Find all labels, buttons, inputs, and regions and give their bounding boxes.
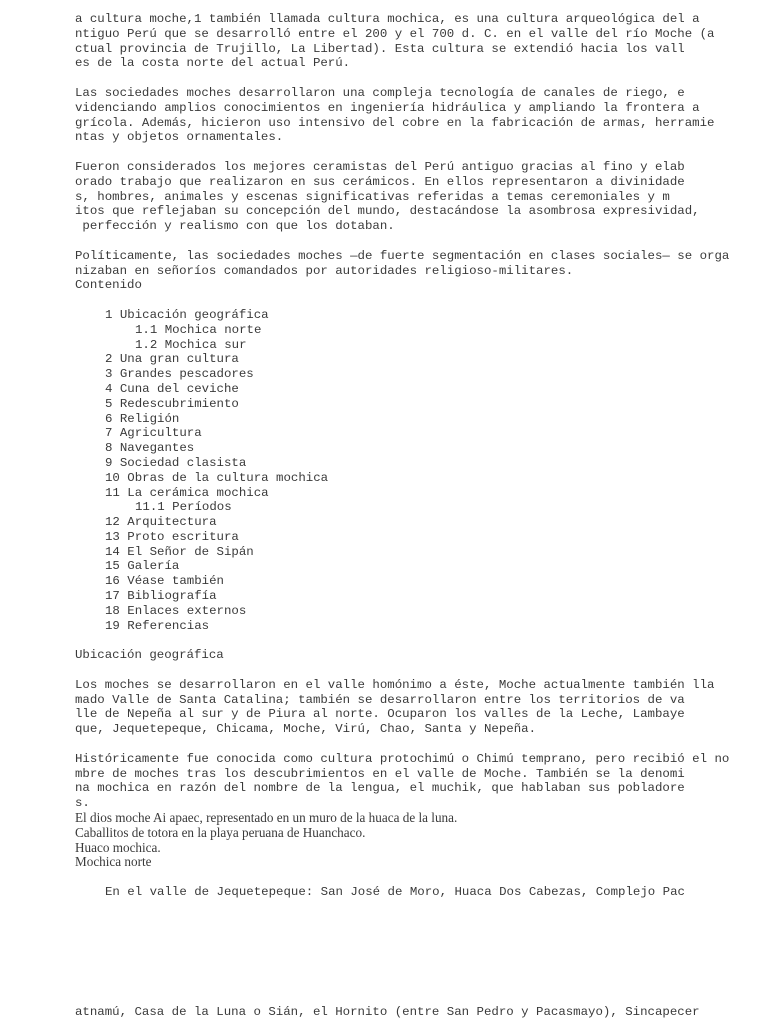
toc-item[interactable]: 7 Agricultura xyxy=(105,426,202,441)
text-line: s. xyxy=(75,796,90,811)
text-line: itos que reflejaban su concepción del mundo, destacándose la asombrosa expresividad, xyxy=(75,204,700,219)
table-of-contents xyxy=(75,308,755,634)
paragraph-irrigation xyxy=(75,86,755,145)
text-line: mbre de moches tras los descubrimientos en el valle de Moche. También se la denomi xyxy=(75,766,685,781)
text-line: nizaban en señoríos comandados por autoridades religioso-militares. xyxy=(75,263,574,278)
image-captions xyxy=(75,811,755,870)
text-line: s, hombres, animales y escenas significativas referidas a temas ceremoniales y m xyxy=(75,189,670,204)
caption: El dios moche Ai apaec, representado en un muro de la huaca de la luna. xyxy=(75,810,458,826)
toc-subitem[interactable]: 1.1 Mochica norte xyxy=(135,322,262,337)
toc-item[interactable]: 10 Obras de la cultura mochica xyxy=(105,470,329,485)
toc-item[interactable]: 15 Galería xyxy=(105,559,180,574)
toc-item[interactable]: 2 Una gran cultura xyxy=(105,352,239,367)
toc-subitem[interactable]: 1.2 Mochica sur xyxy=(135,337,247,352)
toc-item[interactable]: 8 Navegantes xyxy=(105,441,195,456)
text-line: es de la costa norte del actual Perú. xyxy=(75,56,351,71)
section-heading: Ubicación geográfica xyxy=(75,648,224,663)
toc-subitem[interactable]: 11.1 Períodos xyxy=(135,500,232,515)
toc-item[interactable]: 4 Cuna del ceviche xyxy=(105,381,239,396)
text-line: lle de Nepeña al sur y de Piura al norte. Ocuparon los valles de la Leche, Lambaye xyxy=(75,707,685,722)
toc-item[interactable]: 12 Arquitectura xyxy=(105,515,217,530)
toc-item[interactable]: 13 Proto escritura xyxy=(105,529,239,544)
text-line: orado trabajo que realizaron en sus cerámicos. En ellos representaron a divinidade xyxy=(75,174,685,189)
toc-item[interactable]: 1 Ubicación geográfica xyxy=(105,307,269,322)
text-line: Históricamente fue conocida como cultura protochimú o Chimú temprano, pero recibió el no xyxy=(75,751,730,766)
toc-item[interactable]: 19 Referencias xyxy=(105,618,210,633)
paragraph-history xyxy=(75,752,755,811)
text-line: grícola. Además, hicieron uso intensivo del cobre en la fabricación de armas, herramie xyxy=(75,115,715,130)
text-line: mado Valle de Santa Catalina; también se desarrollaron entre los territorios de va xyxy=(75,692,685,707)
toc-item[interactable]: 11 La cerámica mochica xyxy=(105,485,269,500)
paragraph-location xyxy=(75,678,755,737)
text-line: Políticamente, las sociedades moches —de fuerte segmentación en clases sociales— se orga xyxy=(75,248,730,263)
paragraph-ceramics xyxy=(75,160,755,234)
text-line: Fueron considerados los mejores ceramistas del Perú antiguo gracias al fino y elab xyxy=(75,159,685,174)
text-line: na mochica en razón del nombre de la lengua, el muchik, que hablaban sus pobladore xyxy=(75,781,685,796)
bottom-text-line: atnamú, Casa de la Luna o Sián, el Hornito (entre San Pedro y Pacasmayo), Sincapecer xyxy=(75,1005,700,1019)
text-line: perfección y realismo con que los dotaban. xyxy=(75,219,395,234)
text-line: ntas y objetos ornamentales. xyxy=(75,130,284,145)
text-line: Las sociedades moches desarrollaron una compleja tecnología de canales de riego, e xyxy=(75,85,685,100)
toc-item[interactable]: 17 Bibliografía xyxy=(105,589,217,604)
indented-text-line: En el valle de Jequetepeque: San José de Moro, Huaca Dos Cabezas, Complejo Pac xyxy=(105,885,685,900)
caption: Huaco mochica. xyxy=(75,839,161,855)
intro-paragraph xyxy=(75,12,755,71)
toc-item[interactable]: 16 Véase también xyxy=(105,574,224,589)
text-line: ctual provincia de Trujillo, La Libertad). Esta cultura se extendió hacia los vall xyxy=(75,41,685,56)
caption: Caballitos de totora en la playa peruana de Huanchaco. xyxy=(75,824,366,840)
toc-item[interactable]: 18 Enlaces externos xyxy=(105,603,247,618)
text-line: que, Jequetepeque, Chicama, Moche, Virú, Chao, Santa y Nepeña. xyxy=(75,722,537,737)
toc-item[interactable]: 9 Sociedad clasista xyxy=(105,455,247,470)
paragraph-politics xyxy=(75,249,755,293)
text-line: ntiguo Perú que se desarrolló entre el 200 y el 700 d. C. en el valle del río Moche (a xyxy=(75,26,715,41)
toc-item[interactable]: 5 Redescubrimiento xyxy=(105,396,239,411)
contents-heading: Contenido xyxy=(75,278,142,293)
toc-item[interactable]: 14 El Señor de Sipán xyxy=(105,544,254,559)
document-body xyxy=(75,12,755,900)
toc-item[interactable]: 6 Religión xyxy=(105,411,180,426)
text-line: videnciando amplios conocimientos en ingeniería hidráulica y ampliando la frontera a xyxy=(75,100,700,115)
toc-item[interactable]: 3 Grandes pescadores xyxy=(105,367,254,382)
caption: Mochica norte xyxy=(75,854,152,870)
text-line: Los moches se desarrollaron en el valle homónimo a éste, Moche actualmente también lla xyxy=(75,677,715,692)
text-line: a cultura moche,1 también llamada cultura mochica, es una cultura arqueológica del a xyxy=(75,12,700,26)
